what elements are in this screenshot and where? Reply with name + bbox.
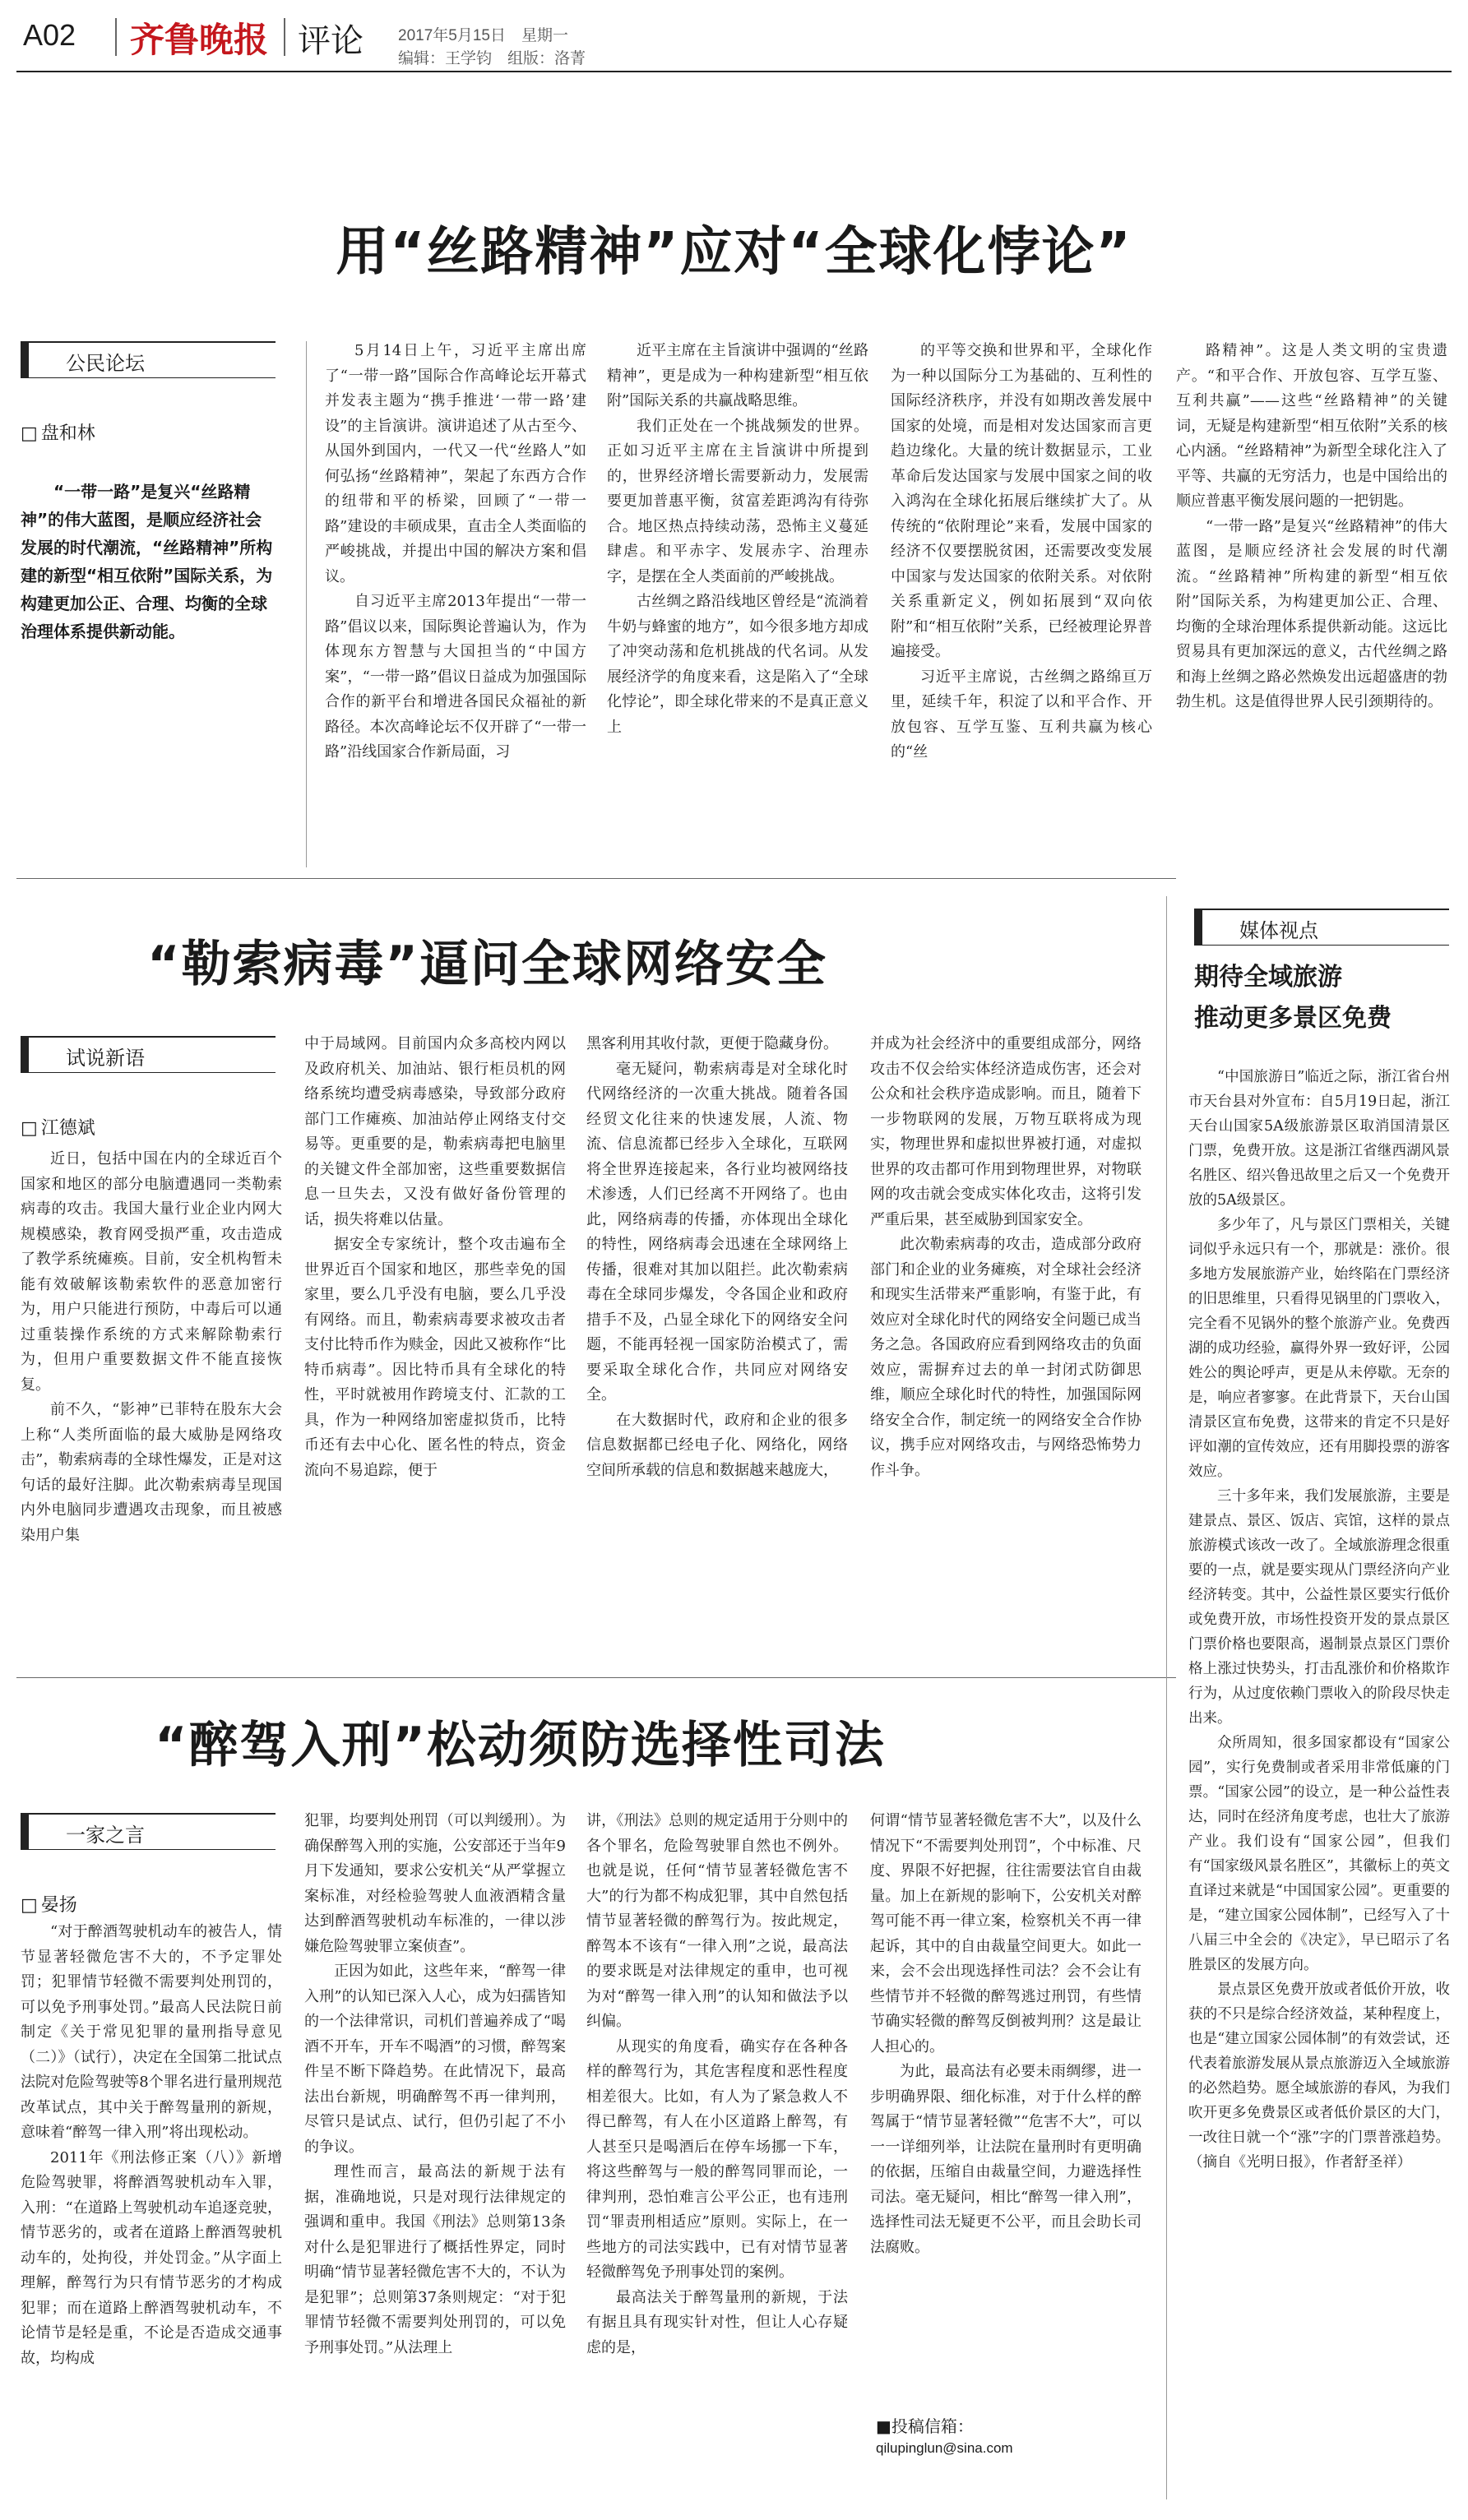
submission-email[interactable]: qilupinglun@sina.com <box>876 2440 1013 2456</box>
divider <box>306 341 307 867</box>
article2-col3: 黑客利用其收付款，更便于隐藏身份。 毫无疑问，勒索病毒是对全球化时代网络经济的一次重大挑战。随着各国经贸文化往来的快速发展，人流、物流、信息流都已经步入全球化，互联网将全世界连接起来，各行业均被网络技术渗透，人们已经离不开网络了。也由此，网络病毒的传播，亦体现出全球化的特性，网络病毒会迅速在全球网络上传播，很难对其加以阻拦。此次勒索病毒在全球同步爆发，令各国企业和政府措手不及，凸显全球化下的网络安全问题，不能再轻视一国家防治模式了，需要采取全球化合作，共同应对网络安全。 在大数据时代，政府和企业的很多信息数据都已经电子化、网络化，网络空间所承载的信息和数据越来越庞大， <box>586 1035 848 1479</box>
newspaper-logo: 齐鲁晚报 <box>130 20 269 60</box>
column-label: 一家之言 <box>21 1813 276 1850</box>
article1-col1: 5月14日上午，习近平主席出席了“一带一路”国际合作高峰论坛开幕式并发表主题为“携手推进‘一带一路’建设”的主旨演讲。演讲追述了从古至今、从国外到国内，一代又一代“丝路人”如何弘扬“丝路精神”，架起了东西方合作的纽带和平的桥梁，回顾了“一带一路”建设的丰硕成果，直击全人类面临的严峻挑战，并提出中国的解决方案和倡议。 自习近平主席2013年提出“一带一路”倡议以来，国际舆论普遍认为，作为体现东方智慧与大国担当的“中国方案”，“一带一路”倡议日益成为加强国际合作的新平台和增进各国民众福祉的新路径。本次高峰论坛不仅开辟了“一带一路”沿线国家合作新局面，习 <box>325 342 586 761</box>
author: □ 江德斌 <box>21 1114 276 1140</box>
article2-sidebar <box>21 1036 276 1140</box>
article2-col1: 近日，包括中国在内的全球近百个国家和地区的部分电脑遭遇同一类勒索病毒的攻击。我国大量行业企业内网大规模感染，教育网受损严重，攻击造成了教学系统瘫痪。目前，安全机构暂未能有效破解该勒索软件的恶意加密行为，用户只能进行预防，中毒后可以通过重装操作系统的方式来解除勒索行为，但用户重要数据文件不能直接恢复。 前不久，“影神”已菲特在股东大会上称“人类所面临的最大威胁是网络攻击”，勒索病毒的全球性爆发，正是对这句话的最好注脚。此次勒索病毒呈现国内外电脑同步遭遇攻击现象，而且被感染用户集 <box>21 1150 282 1544</box>
article1-sidebar <box>21 341 276 645</box>
article3-col1: “对于醉酒驾驶机动车的被告人，情节显著轻微危害不大的，不予定罪处罚；犯罪情节轻微不需要判处刑罚的，可以免予刑事处罚。”最高人民法院日前制定《关于常见犯罪的量刑指导意见（二）》（试行），决定在全国第二批试点法院对危险驾驶等8个罪名进行量刑规范改革试点，其中关于醉驾量刑的新规，意味着“醉驾一律入刑”将出现松动。 2011年《刑法修正案（八）》新增危险驾驶罪，将醉酒驾驶机动车入罪，入刑：“在道路上驾驶机动车追逐竞驶，情节恶劣的，或者在道路上醉酒驾驶机动车的，处拘役，并处罚金。”从字面上理解，醉驾行为只有情节恶劣的才构成犯罪；而在道路上醉酒驾驶机动车，不论情节是轻是重，不论是否造成交通事故，均构成 <box>21 1923 282 2367</box>
article1-col4: 路精神”。这是人类文明的宝贵遗产。“和平合作、开放包容、互学互鉴、互利共赢”——这些“丝路精神”的关键词，无疑是构建新型“相互依附”关系的核心内涵。“丝路精神”为新型全球化注入了平等、共赢的无穷活力，也是中国给出的顺应普惠平衡发展问题的一把钥匙。 “一带一路”是复兴“丝路精神”的伟大蓝图，是顺应经济社会发展的时代潮流。“丝路精神”所构建的新型“相互依附”国际关系，为构建更加公正、合理、均衡的全球治理体系提供新动能。这远比贸易具有更加深远的意义，古代丝绸之路和海上丝绸之路必然焕发出远超盛唐的勃勃生机。这是值得世界人民引颈期待的。 <box>1176 342 1447 710</box>
article2-col4: 并成为社会经济中的重要组成部分，网络攻击不仅会给实体经济造成伤害，还会对公众和社会秩序造成影响。而且，随着下一步物联网的发展，万物互联将成为现实，物理世界和虚拟世界被打通，对虚拟世界的攻击都可作用到物理世界，对物联网的攻击就会变成实体化攻击，这将引发严重后果，甚至威胁到国家安全。 此次勒索病毒的攻击，造成部分政府部门和企业的业务瘫痪，对全球社会经济和现实生活带来严重影响，有鉴于此，有效应对全球化时代的网络安全问题已成当务之急。各国政府应看到网络攻击的负面效应，需摒弃过去的单一封闭式防御思维，顺应全球化时代的特性，加强国际网络安全合作，制定统一的网络安全合作协议，携手应对网络攻击，与网络恐怖势力作斗争。 <box>870 1035 1142 1479</box>
article3-sidebar <box>21 1813 276 1917</box>
issue-date: 2017年5月15日 星期一 <box>398 27 568 44</box>
headline-drunk-driving: “醉驾入刑”松动须防选择性司法 <box>155 1717 886 1774</box>
author: □ 盘和林 <box>21 419 276 445</box>
divider <box>16 878 1176 879</box>
article4-body: “中国旅游日”临近之际，浙江省台州市天台县对外宣布：自5月19日起，浙江天台山国家5A级旅游景区取消国清景区门票，免费开放。这是浙江省继西湖风景名胜区、绍兴鲁迅故里之后又一个免费开放的5A级景区。 多少年了，凡与景区门票相关，关键词似乎永远只有一个，那就是：涨价。很多地方发展旅游产业，始终陷在门票经济的旧思维里，只看得见锅里的门票收入，完全看不见锅外的整个旅游产业。免费西湖的成功经验，赢得外界一致好评，公园姓公的舆论呼声，更是从未停歇。无奈的是，响应者寥寥。在此背景下，天台山国清景区宣布免费，这带来的肯定不只是好评如潮的宣传效应，还有用脚投票的游客效应。 三十多年来，我们发展旅游，主要是建景点、景区、饭店、宾馆，这样的景点旅游模式该改一改了。全域旅游理念很重要的一点，就是要实现从门票经济向产业经济转变。其中，公益性景区要实行低价或免费开放，市场性投资开发的景点景区门票价格也要限高，遏制景点景区门票价格上涨过快势头，打击乱涨价和价格欺诈行为，从过度依赖门票收入的阶段尽快走出来。 众所周知，很多国家都设有“国家公园”，实行免费制或者采用非常低廉的门票。“国家公园”的设立，是一种公益性表达，同时在经济角度考虑，也壮大了旅游产业。我们设有“国家公园”，但我们有“国家级风景名胜区”，其徽标上的英文直译过来就是“中国国家公园”。更重要的是，“建立国家公园体制”，已经写入了十八届三中全会的《决定》，早已昭示了名胜景区的发展方向。 景点景区免费开放或者低价开放，收获的不只是综合经济效益，某种程度上，也是“建立国家公园体制”的有效尝试，还代表着旅游发展从景点旅游迈入全域旅游的必然趋势。愿全域旅游的春风，为我们吹开更多免费景区或者低价景区的大门，一改往日就一个“涨”字的门票普涨趋势。（摘自《光明日报》，作者舒圣祥） <box>1188 1069 1450 2171</box>
page-header <box>0 0 1468 82</box>
article3-col3: 讲，《刑法》总则的规定适用于分则中的各个罪名，危险驾驶罪自然也不例外。也就是说，任何“情节显著轻微危害不大”的行为都不构成犯罪，其中自然包括情节显著轻微的醉驾行为。按此规定，醉驾本不该有“一律入刑”之说，最高法的要求既是对法律规定的重申，也可视为对“醉驾一律入刑”的认知和做法予以纠偏。 从现实的角度看，确实存在各种各样的醉驾行为，其危害程度和恶性程度相差很大。比如，有人为了紧急救人不得已醉驾，有人在小区道路上醉驾，有人甚至只是喝酒后在停车场挪一下车，将这些醉驾与一般的醉驾同罪而论，一律判刑，恐怕难言公平公正，也有违刑罚“罪责刑相适应”原则。实际上，在一些地方的司法实践中，已有对情节显著轻微醉驾免予刑事处罚的案例。 最高法关于醉驾量刑的新规，于法有据且具有现实针对性，但让人心存疑虑的是， <box>586 1812 848 2356</box>
section-title: 评论 <box>298 22 364 60</box>
divider <box>16 1677 1176 1678</box>
page-number: A02 <box>23 18 76 52</box>
article2-col2: 中于局域网。目前国内众多高校内网以及政府机关、加油站、银行柜员机的网络系统均遭受病毒感染，导致部分政府部门工作瘫痪、加油站停止网络支付交易等。更重要的是，勒索病毒把电脑里的关键文件全部加密，这些重要数据信息一旦失去，又没有做好备份管理的话，损失将难以估量。 据安全专家统计，整个攻击遍布全世界近百个国家和地区，那些幸免的国家里，要么几乎没有电脑，要么几乎没有网络。而且，勒索病毒要求被攻击者支付比特币作为赎金，因此又被称作“比特币病毒”。因比特币具有全球化的特性，平时就被用作跨境支付、汇款的工具，作为一种网络加密虚拟货币，比特币还有去中心化、匿名性的特点，资金流向不易追踪，便于 <box>304 1035 566 1479</box>
article1-col2: 近平主席在主旨演讲中强调的“丝路精神”，更是成为一种构建新型“相互依附”国际关系的共赢战略思维。 我们正处在一个挑战频发的世界。正如习近平主席在主旨演讲中所提到的，世界经济增长需要新动力，发展需要更加普惠平衡，贫富差距鸿沟有待弥合。地区热点持续动荡，恐怖主义蔓延肆虐。和平赤字、发展赤字、治理赤字，是摆在全人类面前的严峻挑战。 古丝绸之路沿线地区曾经是“流淌着牛奶与蜂蜜的地方”，如今很多地方却成了冲突动荡和危机挑战的代名词。从发展经济学的角度来看，这是陷入了“全球化悖论”，即全球化带来的不是真正意义上 <box>607 342 868 736</box>
editor-credit: 编辑：王学钧 组版：洛菁 <box>398 50 586 67</box>
article3-col4: 何谓“情节显著轻微危害不大”，以及什么情况下“不需要判处刑罚”，个中标准、尺度、界限不好把握，往往需要法官自由裁量。加上在新规的影响下，公安机关对醉驾可能不再一律立案，检察机关不再一律起诉，其中的自由裁量空间更大。如此一来，会不会出现选择性司法？会不会让有些情节并不轻微的醉驾逃过刑罚，有些情节确实轻微的醉驾反倒被判刑？这是最让人担心的。 为此，最高法有必要未雨绸缪，进一步明确界限、细化标准，对于什么样的醉驾属于“情节显著轻微”“危害不大”，可以一一详细列举，让法院在量刑时有更明确的依据，压缩自由裁量空间，力避选择性司法。毫无疑问，相比“醉驾一律入刑”，选择性司法无疑更不公平，而且会助长司法腐败。 <box>870 1812 1142 2256</box>
submission-label: ■投稿信箱： <box>876 2416 974 2436</box>
article4-sidebar <box>1194 909 1449 1039</box>
column-label: 试说新语 <box>21 1036 276 1073</box>
divider <box>284 18 285 56</box>
header-rule <box>16 71 1452 72</box>
divider <box>1166 896 1167 2499</box>
article4-title-line1: 期待全域旅游 <box>1194 963 1342 992</box>
headline-ransomware: “勒索病毒”逼问全球网络安全 <box>147 936 827 993</box>
divider <box>115 18 117 56</box>
author: □ 晏扬 <box>21 1891 276 1917</box>
article3-col2: 犯罪，均要判处刑罚（可以判缓刑）。为确保醉驾入刑的实施，公安部还于当年9月下发通知，要求公安机关“从严掌握立案标准，对经检验驾驶人血液酒精含量达到醉酒驾驶机动车标准的，一律以涉嫌危险驾驶罪立案侦查”。 正因为如此，这些年来，“醉驾一律入刑”的认知已深入人心，成为妇孺皆知的一个法律常识，司机们普遍养成了“喝酒不开车，开车不喝酒”的习惯，醉驾案件呈不断下降趋势。在此情况下，最高法出台新规，明确醉驾不再一律判刑，尽管只是试点、试行，但仍引起了不小的争议。 理性而言，最高法的新规于法有据，准确地说，只是对现行法律规定的强调和重申。我国《刑法》总则第13条对什么是犯罪进行了概括性界定，同时明确“情节显著轻微危害不大的，不认为是犯罪”；总则第37条则规定：“对于犯罪情节轻微不需要判处刑罚的，可以免予刑事处罚。”从法理上 <box>304 1812 566 2356</box>
article1-col3: 的平等交换和世界和平，全球化作为一种以国际分工为基础的、互利性的国际经济秩序，并没有如期改善发展中国家的处境，而是相对发达国家而言更趋边缘化。大量的统计数据显示，工业革命后发达国家与发展中国家之间的收入鸿沟在全球化拓展后继续扩大了。从传统的“依附理论”来看，发展中国家的经济不仅要摆脱贫困，还需要改变发展中国家与发达国家的依附关系。对依附关系重新定义，例如拓展到“双向依附”和“相互依附”关系，已经被理论界普遍接受。 习近平主席说，古丝绸之路绵亘万里，延续千年，积淀了以和平合作、开放包容、互学互鉴、互利共赢为核心的“丝 <box>891 342 1152 761</box>
article4-title-line2: 推动更多景区免费 <box>1194 1004 1392 1033</box>
column-label: 媒体视点 <box>1194 909 1449 946</box>
headline-silk-road: 用“丝路精神”应对“全球化悖论” <box>336 222 1132 283</box>
article-intro: “一带一路”是复兴“丝路精神”的伟大蓝图，是顺应经济社会发展的时代潮流，“丝路精神”所构建的新型“相互依附”国际关系，为构建更加公正、合理、均衡的全球治理体系提供新动能。 <box>21 482 273 641</box>
column-label: 公民论坛 <box>21 341 276 378</box>
